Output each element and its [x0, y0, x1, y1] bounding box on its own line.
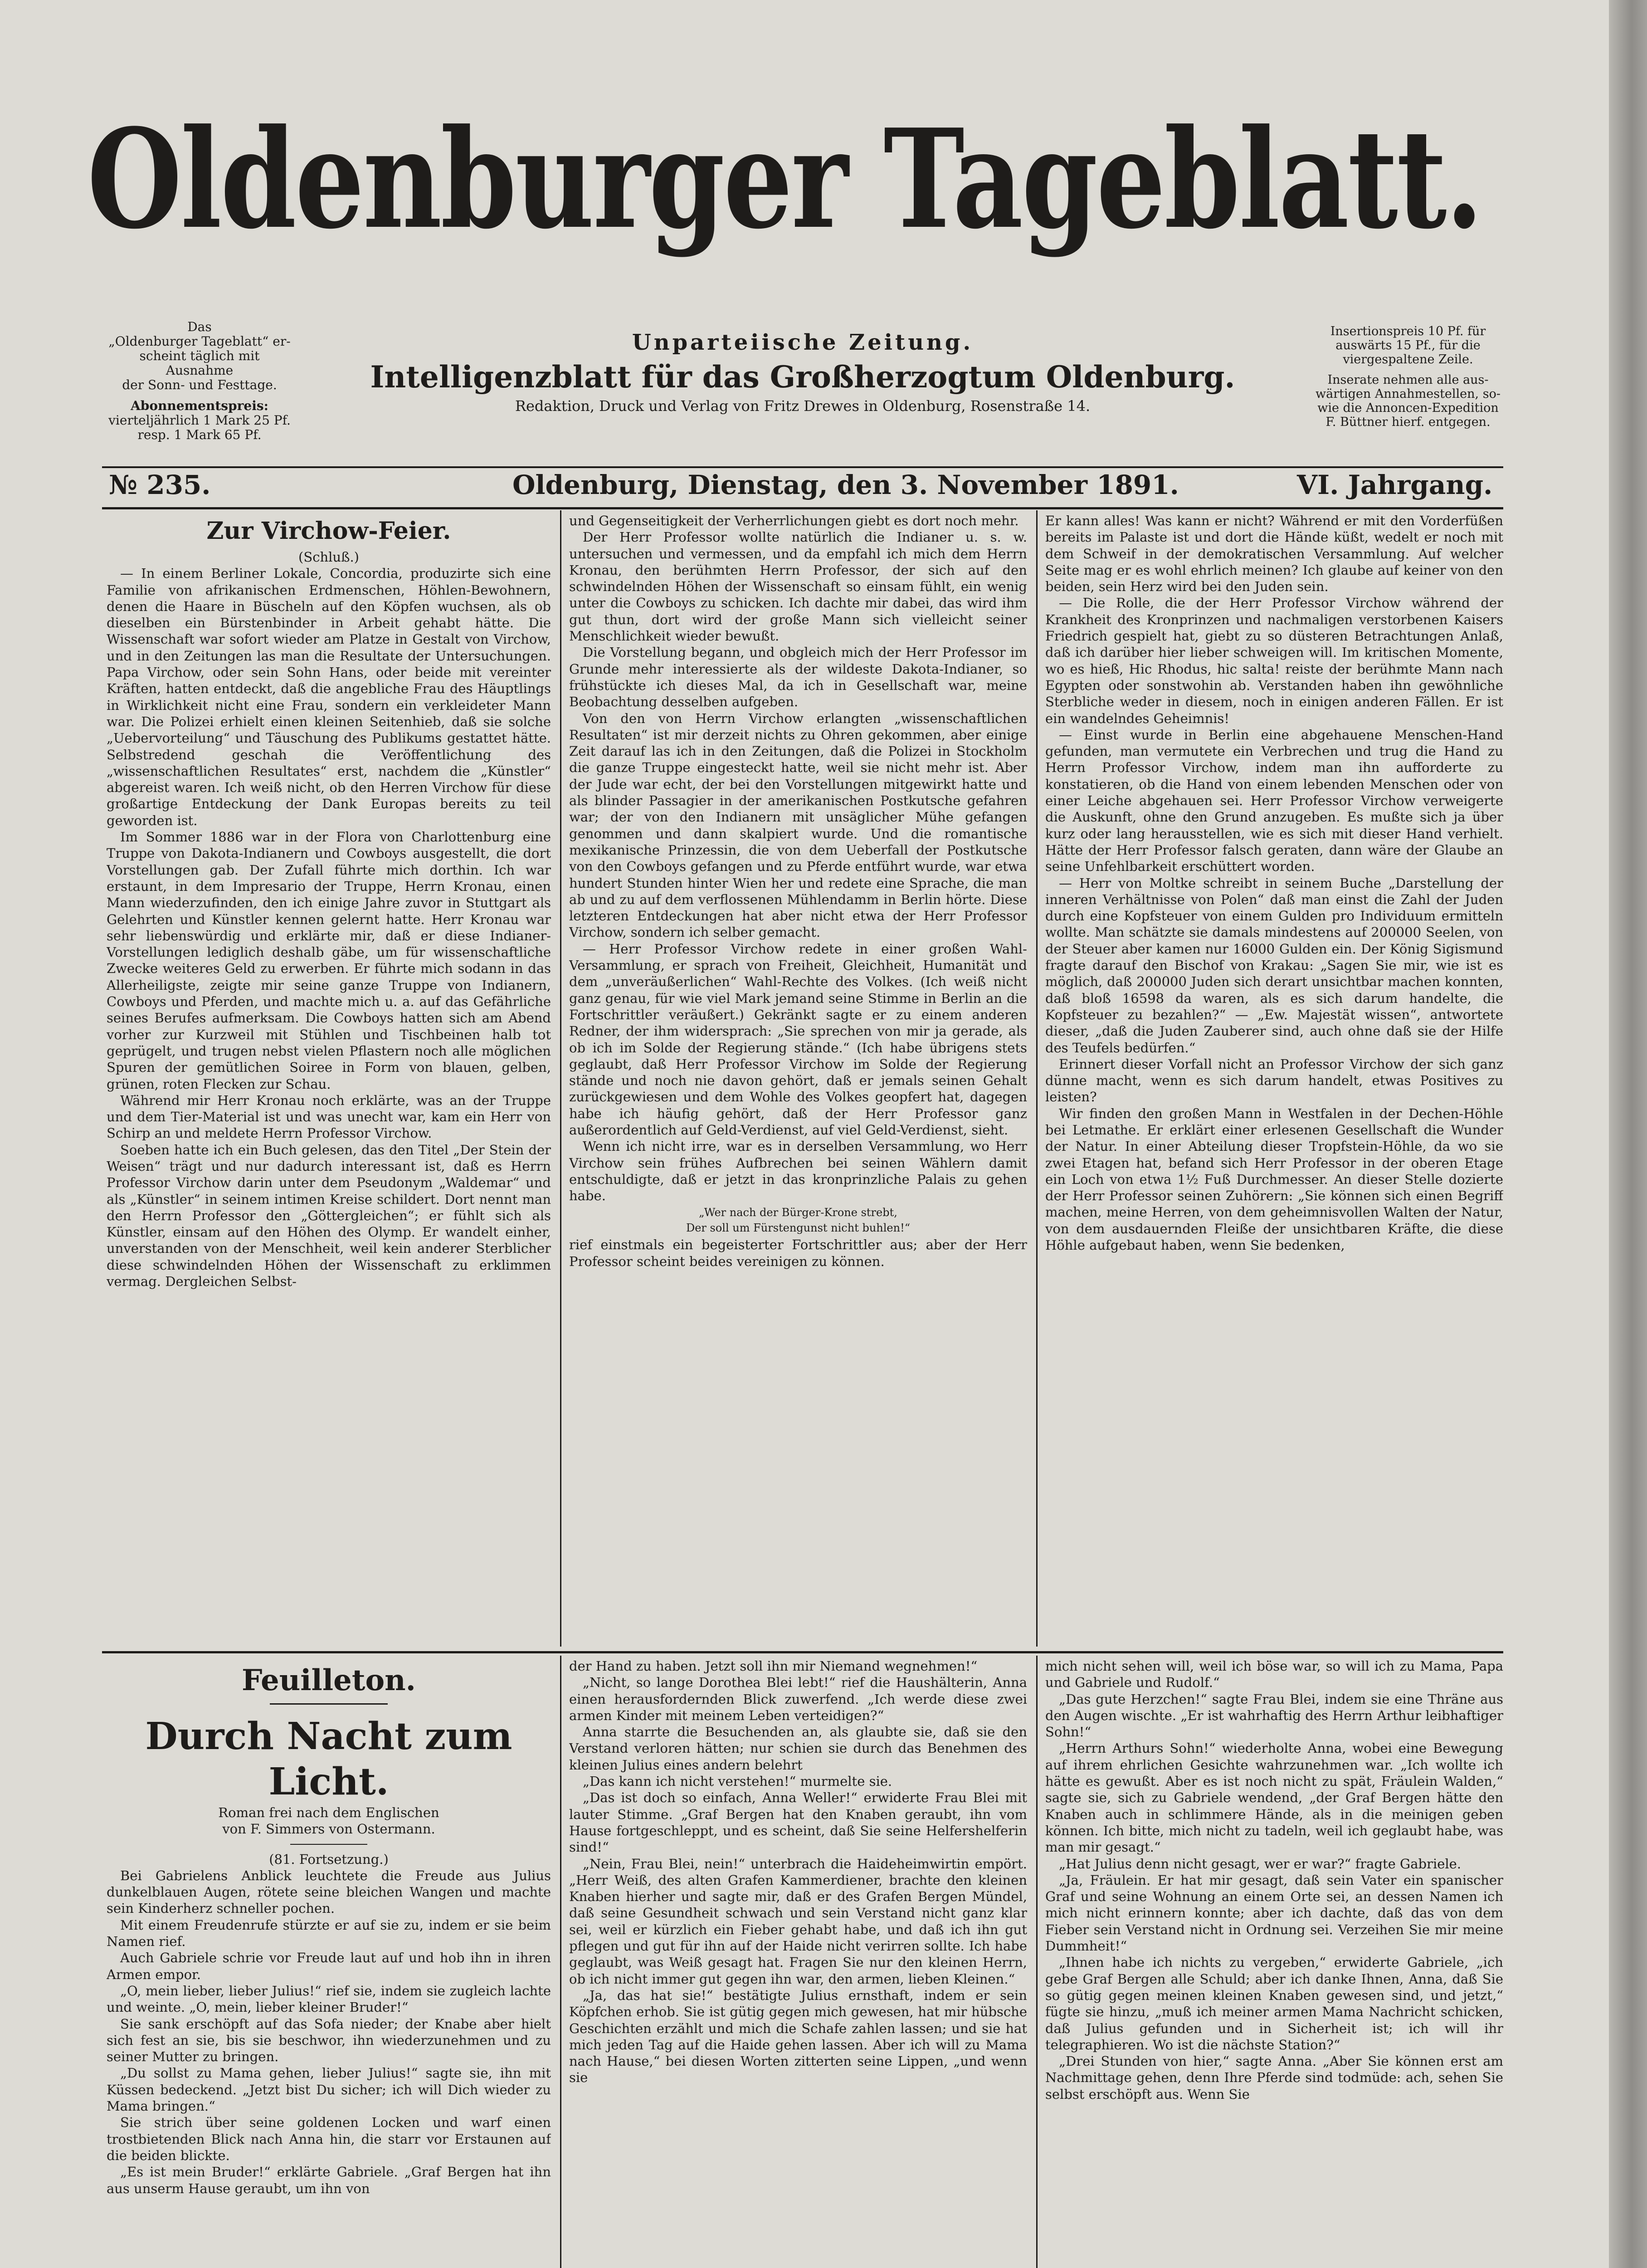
box-line: Das [187, 319, 212, 334]
novel-title: Durch Nacht zum Licht. [145, 1715, 512, 1804]
paragraph: „Hat Julius denn nicht gesagt, wer er war?“ fragte Gabriele. [1059, 1856, 1462, 1872]
paragraph: Während mir Herr Kronau noch erklärte, was an der Truppe und dem Tier-Material ist und was unecht war, kam ein Herr von Schirp an und meldete Herrn Professor Virchow. [107, 1092, 551, 1141]
byline: von F. Simmers von Ostermann. [222, 1821, 435, 1837]
paragraph: der Hand zu haben. Jetzt soll ihn mir Niemand wegnehmen!“ [569, 1658, 978, 1674]
advertising-box [1301, 324, 1515, 429]
paragraph: — Herr Professor Virchow redete in einer großen Wahl-Versammlung, er sprach von Freiheit, Gleichheit, Humanität und dem „unveräußerlichen“ Wahl-Rechte des Volkes. (Ich weiß nicht ganz genau, für wie viel Mark jemand seine Stimme in Berlin an die Fortschrittler veräußert.) Gekränkt sagte er zu einem anderen Redner, der ihm widersprach: „Sie sprechen von mir ja gerade, als ob ich im Solde der Regierung stände.“ (Ich habe übrigens stets geglaubt, daß Herr Professor Virchow im Solde der Regierung stände und noch nie davon gehört, daß er jemals seinen Gehalt zurückgewiesen und dem Wohle des Volkes geopfert hat, dagegen habe ich häufig gehört, daß der Herr Professor ganz außerordentlich auf Geld-Verdienst, auf viel Geld-Verdienst, sieht. [569, 941, 1027, 1138]
column-rule [560, 1656, 561, 2268]
paragraph: „Ja, das hat sie!“ bestätigte Julius ernsthaft, indem er sein Köpfchen erhob. Sie ist gütig gegen mich gewesen, hat mir hübsche Geschichten erzählt und mich die Schafe zahlen lassen; und sie hat mich jeden Tag auf die Haide gehen lassen. Aber ich will zu Mama nach Hause,“ bei diesen Worten zitterten seine Lippen, „und wenn sie [569, 1987, 1027, 2086]
paragraph: — Einst wurde in Berlin eine abgehauene Menschen-Hand gefunden, man vermutete ein Verbrechen und trug die Hand zu Herrn Professor Virchow, indem man ihn aufforderte zu konstatieren, ob die Hand von einem lebenden Menschen oder von einer Leiche abgehauen sei. Herr Professor Virchow verweigerte die Auskunft, ohne den Grund anzugeben. Es mußte sich ja über kurz oder lang herausstellen, wie es sich mit dieser Hand verhielt. Hätte der Herr Professor falsch geraten, dann wäre der Glaube an seine Unfehlbarkeit erschüttert worden. [1045, 727, 1503, 875]
intelligence-line: Intelligenzblatt für das Großherzogtum Oldenburg. [370, 359, 1235, 395]
quote-line: „Wer nach der Bürger-Krone strebt, [699, 1206, 897, 1219]
box-line: Inserate nehmen alle aus- [1327, 373, 1489, 387]
paragraph: Auch Gabriele schrie vor Freude laut auf und hob ihn in ihren Armen empor. [107, 1950, 551, 1982]
column-rule [560, 510, 561, 1647]
column-rule [1036, 510, 1038, 1647]
volume: VI. Jahrgang. [1297, 469, 1493, 500]
box-line: scheint täglich mit Ausnahme [139, 348, 260, 378]
rule [102, 507, 1503, 509]
issue-number: № 235. [109, 469, 211, 500]
paragraph: „Das gute Herzchen!“ sagte Frau Blei, indem sie eine Thräne aus den Augen wischte. „Er ist wahrhaftig des Herrn Arthur leibhaftiger Sohn!“ [1045, 1691, 1503, 1740]
paragraph: „Das kann ich nicht verstehen!“ murmelte sie. [583, 1774, 892, 1789]
article-column-2 [569, 513, 1027, 1647]
paragraph: und Gegenseitigkeit der Verherrlichungen giebt es dort noch mehr. [569, 513, 1019, 528]
paragraph: Mit einem Freudenrufe stürzte er auf sie zu, indem er sie beim Namen rief. [107, 1917, 551, 1950]
rule [102, 466, 1503, 468]
paragraph: Bei Gabrielens Anblick leuchtete die Freude aus Julius dunkelblauen Augen, rötete seine bleichen Wangen und machte sein Kinderherz schneller pochen. [107, 1867, 551, 1916]
installment: (81. Fortsetzung.) [269, 1851, 389, 1867]
quote-line: Der soll um Fürstengunst nicht buhlen!“ [686, 1222, 911, 1235]
box-line: wie die Annoncen-Expedition [1317, 401, 1499, 415]
paragraph: „Nicht, so lange Dorothea Blei lebt!“ rief die Haushälterin, Anna einen herausfordernden Blick zuwerfend. „Ich werde diese zwei armen Kinder mit meinem Leben verteidigen?“ [569, 1675, 1027, 1723]
article-title: Zur Virchow-Feier. [206, 517, 451, 545]
paragraph: Erinnert dieser Vorfall nicht an Professor Virchow der sich ganz dünne macht, wenn es sich darum handelt, etwas Positives zu leisten? [1045, 1056, 1503, 1105]
paragraph: „Ihnen habe ich nichts zu vergeben,“ erwiderte Gabriele, „ich gebe Graf Bergen alle Schuld; aber ich danke Ihnen, Anna, daß Sie so gütig gegen meinen kleinen Knaben gewesen sind, und jetzt,“ fügte sie hinzu, „muß ich meiner armen Mama Nachricht schicken, daß Julius gefunden und in Sicherheit ist; ich will ihr telegraphieren. Wo ist die nächste Station?“ [1045, 1955, 1503, 2053]
divider [270, 1703, 388, 1705]
page-edge [1609, 0, 1647, 2268]
paragraph: „Du sollst zu Mama gehen, lieber Julius!“ sagte sie, ihn mit Küssen bedeckend. „Jetzt bist Du sicher; ich will Dich wieder zu Mama bringen.“ [107, 2065, 551, 2114]
paragraph: Anna starrte die Besuchenden an, als glaubte sie, daß sie den Verstand verloren hätten; nur schien sie durch das Benehmen des kleinen Julius eines andern belehrt [569, 1724, 1027, 1773]
subtitle: Unparteiische Zeitung. [632, 330, 974, 355]
paragraph: „Nein, Frau Blei, nein!“ unterbrach die Haideheimwirtin empört. „Herr Weiß, des alten Grafen Kammerdiener, brachte den kleinen Knaben hierher und sagte mir, daß er des Grafen Bergen Mündel, daß seine Gesundheit schwach und sein Verstand nicht ganz klar sei, weil er kürzlich ein Fieber gehabt habe, und daß ich ihn gut pflegen und gut für ihn auf der Haide nicht verirren sollte. Ich habe geglaubt, was Weiß gesagt hat. Fragen Sie nur den kleinen Herrn, ob ich nicht immer gut gegen ihn war, den armen, lieben Kleinen.“ [569, 1856, 1027, 1987]
paragraph: — In einem Berliner Lokale, Concordia, produzirte sich eine Familie von afrikanischen Erdmenschen, Höhlen-Bewohnern, denen die Haare in Büscheln auf den Köpfen wuchsen, als ob dieselben ein Bürstenbinder in Arbeit gehabt hätte. Die Wissenschaft war sofort wieder am Platze in Gestalt von Virchow, und in den Zeitungen las man die Resultate der Untersuchungen. Papa Virchow, oder sein Sohn Hans, oder beide mit vereinter Kräften, hatten entdeckt, daß die angebliche Frau des Häuptlings in Wirklichkeit nicht eine Frau, sondern ein verkleideter Mann war. Die Polizei erhielt einen kleinen Seitenhieb, daß sie solche „Uebervorteilung“ und Täuschung des Publikums gestattet hätte. Selbstredend geschah die Veröffentlichung des „wissenschaftlichen Resultates“ erst, nachdem die „Künstler“ abgereist waren. Ich weiß nicht, ob den Herren Virchow für diese großartige Entdeckung der Dank Europas bereits zu teil geworden ist. [107, 566, 551, 828]
paragraph: Die Vorstellung begann, und obgleich mich der Herr Professor im Grunde mehr interessierte als der wildeste Dakota-Indianer, so frühstückte ich dieses Mal, da ich in Gesellschaft war, meine Beobachtung desselben aufgeben. [569, 645, 1027, 710]
paragraph: Der Herr Professor wollte natürlich die Indianer u. s. w. untersuchen und vermessen, und da empfahl ich mich dem Herrn Kronau, den berühmten Herrn Professor, der sich auf den schwindelnden Höhen der Wissenschaft so einsam fühlt, ein wenig unter die Cowboys zu schicken. Ich dachte mir dabei, das wird ihm gut thun, dort wird der große Mann sich vielleicht seiner Menschlichkeit wieder bewußt. [569, 529, 1027, 644]
feuilleton-rule [102, 1651, 1503, 1653]
feuilleton-column-2 [569, 1658, 1027, 2268]
box-line: vierteljährlich 1 Mark 25 Pf. [108, 413, 291, 428]
paragraph: — Die Rolle, die der Herr Professor Virchow während der Krankheit des Kronprinzen und nachmaligen verstorbenen Kaisers Friedrich gespielt hat, giebt zu so düsteren Betrachtungen Anlaß, daß ich darüber hier lieber schweigen will. Im kritischen Momente, wo es hieß, Hic Rhodus, hic salta! reiste der berühmte Mann nach Egypten oder sonstwohin ab. Verstanden haben ihn gewöhnliche Sterbliche weder in diesem, noch in einigen anderen Fällen. Er ist ein wandelndes Geheimnis! [1045, 595, 1503, 726]
feuilleton-column-1 [107, 1658, 551, 2268]
paragraph: rief einstmals ein begeisterter Fortschrittler aus; aber der Herr Professor scheint beides vereinigen zu können. [569, 1237, 1027, 1269]
subscription-box [104, 320, 295, 442]
paragraph: „Ja, Fräulein. Er hat mir gesagt, daß sein Vater ein spanischer Graf und seine Wohnung an einem Orte sei, an dessen Namen ich mich nicht erinnern konnte; aber ich dachte, daß das von dem Fieber sein Verstand nicht in Ordnung sei. Verzeihen Sie mir meine Dummheit!“ [1045, 1872, 1503, 1954]
divider [290, 1844, 367, 1845]
box-line: der Sonn- und Festtage. [122, 377, 277, 392]
paragraph: Wenn ich nicht irre, war es in derselben Versammlung, wo Herr Virchow sein frühes Aufbrechen bei seinen Wählern damit entschuldigte, daß er jetzt in das kronprinzliche Palais zu gehen habe. [569, 1139, 1027, 1204]
box-line: auswärts 15 Pf., für die [1335, 338, 1481, 352]
paragraph: „O, mein lieber, lieber Julius!“ rief sie, indem sie zugleich lachte und weinte. „O, mein, lieber kleiner Bruder!“ [107, 1983, 551, 2015]
paragraph: „Das ist doch so einfach, Anna Weller!“ erwiderte Frau Blei mit lauter Stimme. „Graf Bergen hat den Knaben geraubt, ihn vom Hause fortgeschleppt, und es scheint, daß Sie seine Helfershelferin sind!“ [569, 1790, 1027, 1855]
paragraph: Wir finden den großen Mann in Westfalen in der Dechen-Höhle bei Letmathe. Er erklärt einer erlesenen Gesellschaft die Wunder der Natur. In einer Abteilung dieser Tropfstein-Höhle, da wo sie zwei Etagen hat, befand sich Herr Professor in der oberen Etage ein Loch von etwa 1½ Fuß Durchmesser. An dieser Stelle dozierte der Herr Professor seinen Zuhörern: „Sie können sich einen Begriff machen, meine Herren, von dem geheimnisvollen Walten der Natur, von dem ausdauernden Fleiße der unsichtbaren Kräfte, die diese Höhle aufgebaut haben, wenn Sie bedenken, [1045, 1105, 1503, 1253]
feuilleton-column-3 [1045, 1658, 1503, 2268]
header-center [317, 329, 1288, 416]
box-line: F. Büttner hierf. entgegen. [1325, 415, 1491, 429]
box-line: Insertionspreis 10 Pf. für [1330, 324, 1486, 338]
byline: Roman frei nach dem Englischen [218, 1805, 439, 1820]
article-subtitle: (Schluß.) [298, 549, 359, 565]
paragraph: Im Sommer 1886 war in der Flora von Charlottenburg eine Truppe von Dakota-Indianern und Cowboys ausgestellt, die dort Vorstellungen gab. Der Zufall führte mich dorthin. Ich war erstaunt, in dem Impresario der Truppe, Herrn Kronau, einen Mann wiederzufinden, den ich einige Jahre zuvor in Stuttgart als Gelehrten und Künstler kennen gelernt hatte. Herr Kronau war sehr liebenswürdig und erklärte mir, daß er diese Indianer-Vorstellungen lediglich deshalb gäbe, um für wissenschaftliche Zwecke weiteres Geld zu erwerben. Er führte mich sodann in das Allerheiligste, zeigte mir seine ganze Truppe von Indianern, Cowboys und Pferden, und machte mich u. a. auf das Gefährliche seines Berufes aufmerksam. Die Cowboys hatten sich am Abend vorher zur Kurzweil mit Stühlen und Tischbeinen halb tot geprügelt, und trugen nebst vielen Pflastern noch alle möglichen Spuren der gemütlichen Soiree in Form von blauen, gelben, grünen, roten Flecken zur Schau. [107, 829, 551, 1092]
column-rule [1036, 1656, 1038, 2268]
paragraph: mich nicht sehen will, weil ich böse war, so will ich zu Mama, Papa und Gabriele und Rudolf.“ [1045, 1658, 1503, 1691]
paragraph: Von den von Herrn Virchow erlangten „wissenschaftlichen Resultaten“ ist mir derzeit nichts zu Ohren gekommen, aber einige Zeit darauf las ich in den Zeitungen, daß die Polizei in Stockholm die ganze Truppe eingesteckt hatte, weil sie nicht mehr ist. Aber der Jude war echt, der bei den Vorstellungen mitgewirkt hatte und als blinder Passagier in der amerikanischen Postkutsche gefahren war; der von den Indianern mit unsäglicher Mühe gefangen genommen und dann skalpiert wurde. Und die romantische mexikanische Prinzessin, die von dem Ueberfall der Postkutsche von den Cowboys gefangen und zu Pferde entführt wurde, war etwa hundert Stunden hinter Wien her und redete eine Sprache, die man ab und zu auf dem verflossenen Mühlendamm in Berlin hörte. Diese letzteren Entdeckungen hat aber nicht etwa der Herr Professor Virchow, sondern ich selber gemacht. [569, 710, 1027, 940]
paragraph: — Herr von Moltke schreibt in seinem Buche „Darstellung der inneren Verhältnisse von Polen“ daß man einst die Zahl der Juden durch eine Kopfsteuer von einem Gulden pro Individuum ermitteln wollte. Man schätzte sie damals mindestens auf 200000 Seelen, von der Steuer aber kamen nur 16000 Gulden ein. Der König Sigismund fragte darauf den Bischof von Krakau: „Sagen Sie mir, wie ist es möglich, daß 200000 Juden sich derart unsichtbar machen konnten, daß bloß 16598 da waren, als es sich darum handelte, die Kopfsteuer zu bezahlen?“ — „Ew. Majestät wissen“, antwortete dieser, „daß die Juden Zauberer sind, auch ohne daß sie der Hilfe des Teufels bedürfen.“ [1045, 875, 1503, 1056]
box-line: resp. 1 Mark 65 Pf. [137, 427, 262, 442]
paragraph: „Drei Stunden von hier,“ sagte Anna. „Aber Sie können erst am Nachmittage gehen, denn Ihre Pferde sind todmüde: ach, sehen Sie selbst erschöpft aus. Wenn Sie [1045, 2053, 1503, 2102]
paragraph: Soeben hatte ich ein Buch gelesen, das den Titel „Der Stein der Weisen“ trägt und nur dadurch interessant ist, daß es Herrn Professor Virchow darin unter dem Pseudonym „Waldemar“ und als „Künstler“ in seinem intimen Kreise schildert. Dort nennt man den Herrn Professor den „Göttergleichen“; er fühlt sich als Künstler, einsam auf den Höhen des Olymp. Er wandelt einher, unverstanden von der Menschheit, weil kein anderer Sterblicher diese schwindelnden Höhen der Wissenschaft zu erklimmen vermag. Dergleichen Selbst- [107, 1142, 551, 1290]
feuilleton-heading: Feuilleton. [242, 1663, 416, 1697]
box-line: „Oldenburger Tageblatt“ er- [108, 334, 291, 349]
paragraph: „Herrn Arthurs Sohn!“ wiederholte Anna, wobei eine Bewegung auf ihrem ehrlichen Gesichte wahrzunehmen war. „Ich wollte ich hätte es gewußt. Aber es ist noch nicht zu spät, Fräulein Walden,“ sagte sie, sich zu Gabriele wendend, „der Graf Bergen hätte den Knaben auch in schlimmere Hände, als in die meinigen geben können. Ich bitte, mich nicht zu tadeln, weil ich geglaubt habe, was man mir gesagt.“ [1045, 1740, 1503, 1855]
paragraph: Er kann alles! Was kann er nicht? Während er mit den Vorderfüßen bereits im Palaste ist und dort die Hände küßt, wedelt er noch mit dem Schweif in der demokratischen Versammlung. Auf welcher Seite mag er es wohl ehrlich meinen? Ich glaube auf keiner von den beiden, sein Herz wird bei den Juden sein. [1045, 513, 1503, 595]
paragraph: Sie strich über seine goldenen Locken und warf einen trostbietenden Blick nach Anna hin, die starr vor Erstaunen auf die beiden blickte. [107, 2115, 551, 2163]
paragraph: „Es ist mein Bruder!“ erklärte Gabriele. „Graf Bergen hat ihn aus unserm Hause geraubt, um ihn von [107, 2164, 551, 2196]
masthead-title: Oldenburger Tageblatt. [87, 99, 1482, 259]
box-line: viergespaltene Zeile. [1343, 352, 1473, 367]
issue-date: Oldenburg, Dienstag, den 3. November 1891. [512, 469, 1179, 500]
box-line: wärtigen Annahmestellen, so- [1316, 387, 1501, 401]
article-column-3 [1045, 513, 1503, 1647]
publisher-line: Redaktion, Druck und Verlag von Fritz Drewes in Oldenburg, Rosenstraße 14. [515, 397, 1091, 415]
paragraph: Sie sank erschöpft auf das Sofa nieder; der Knabe aber hielt sich fest an sie, bis sie beschwor, ihn wiederzunehmen und zu seiner Mutter zu bringen. [107, 2016, 551, 2065]
box-line: Abonnementspreis: [131, 398, 268, 413]
article-column-1 [107, 513, 551, 1647]
